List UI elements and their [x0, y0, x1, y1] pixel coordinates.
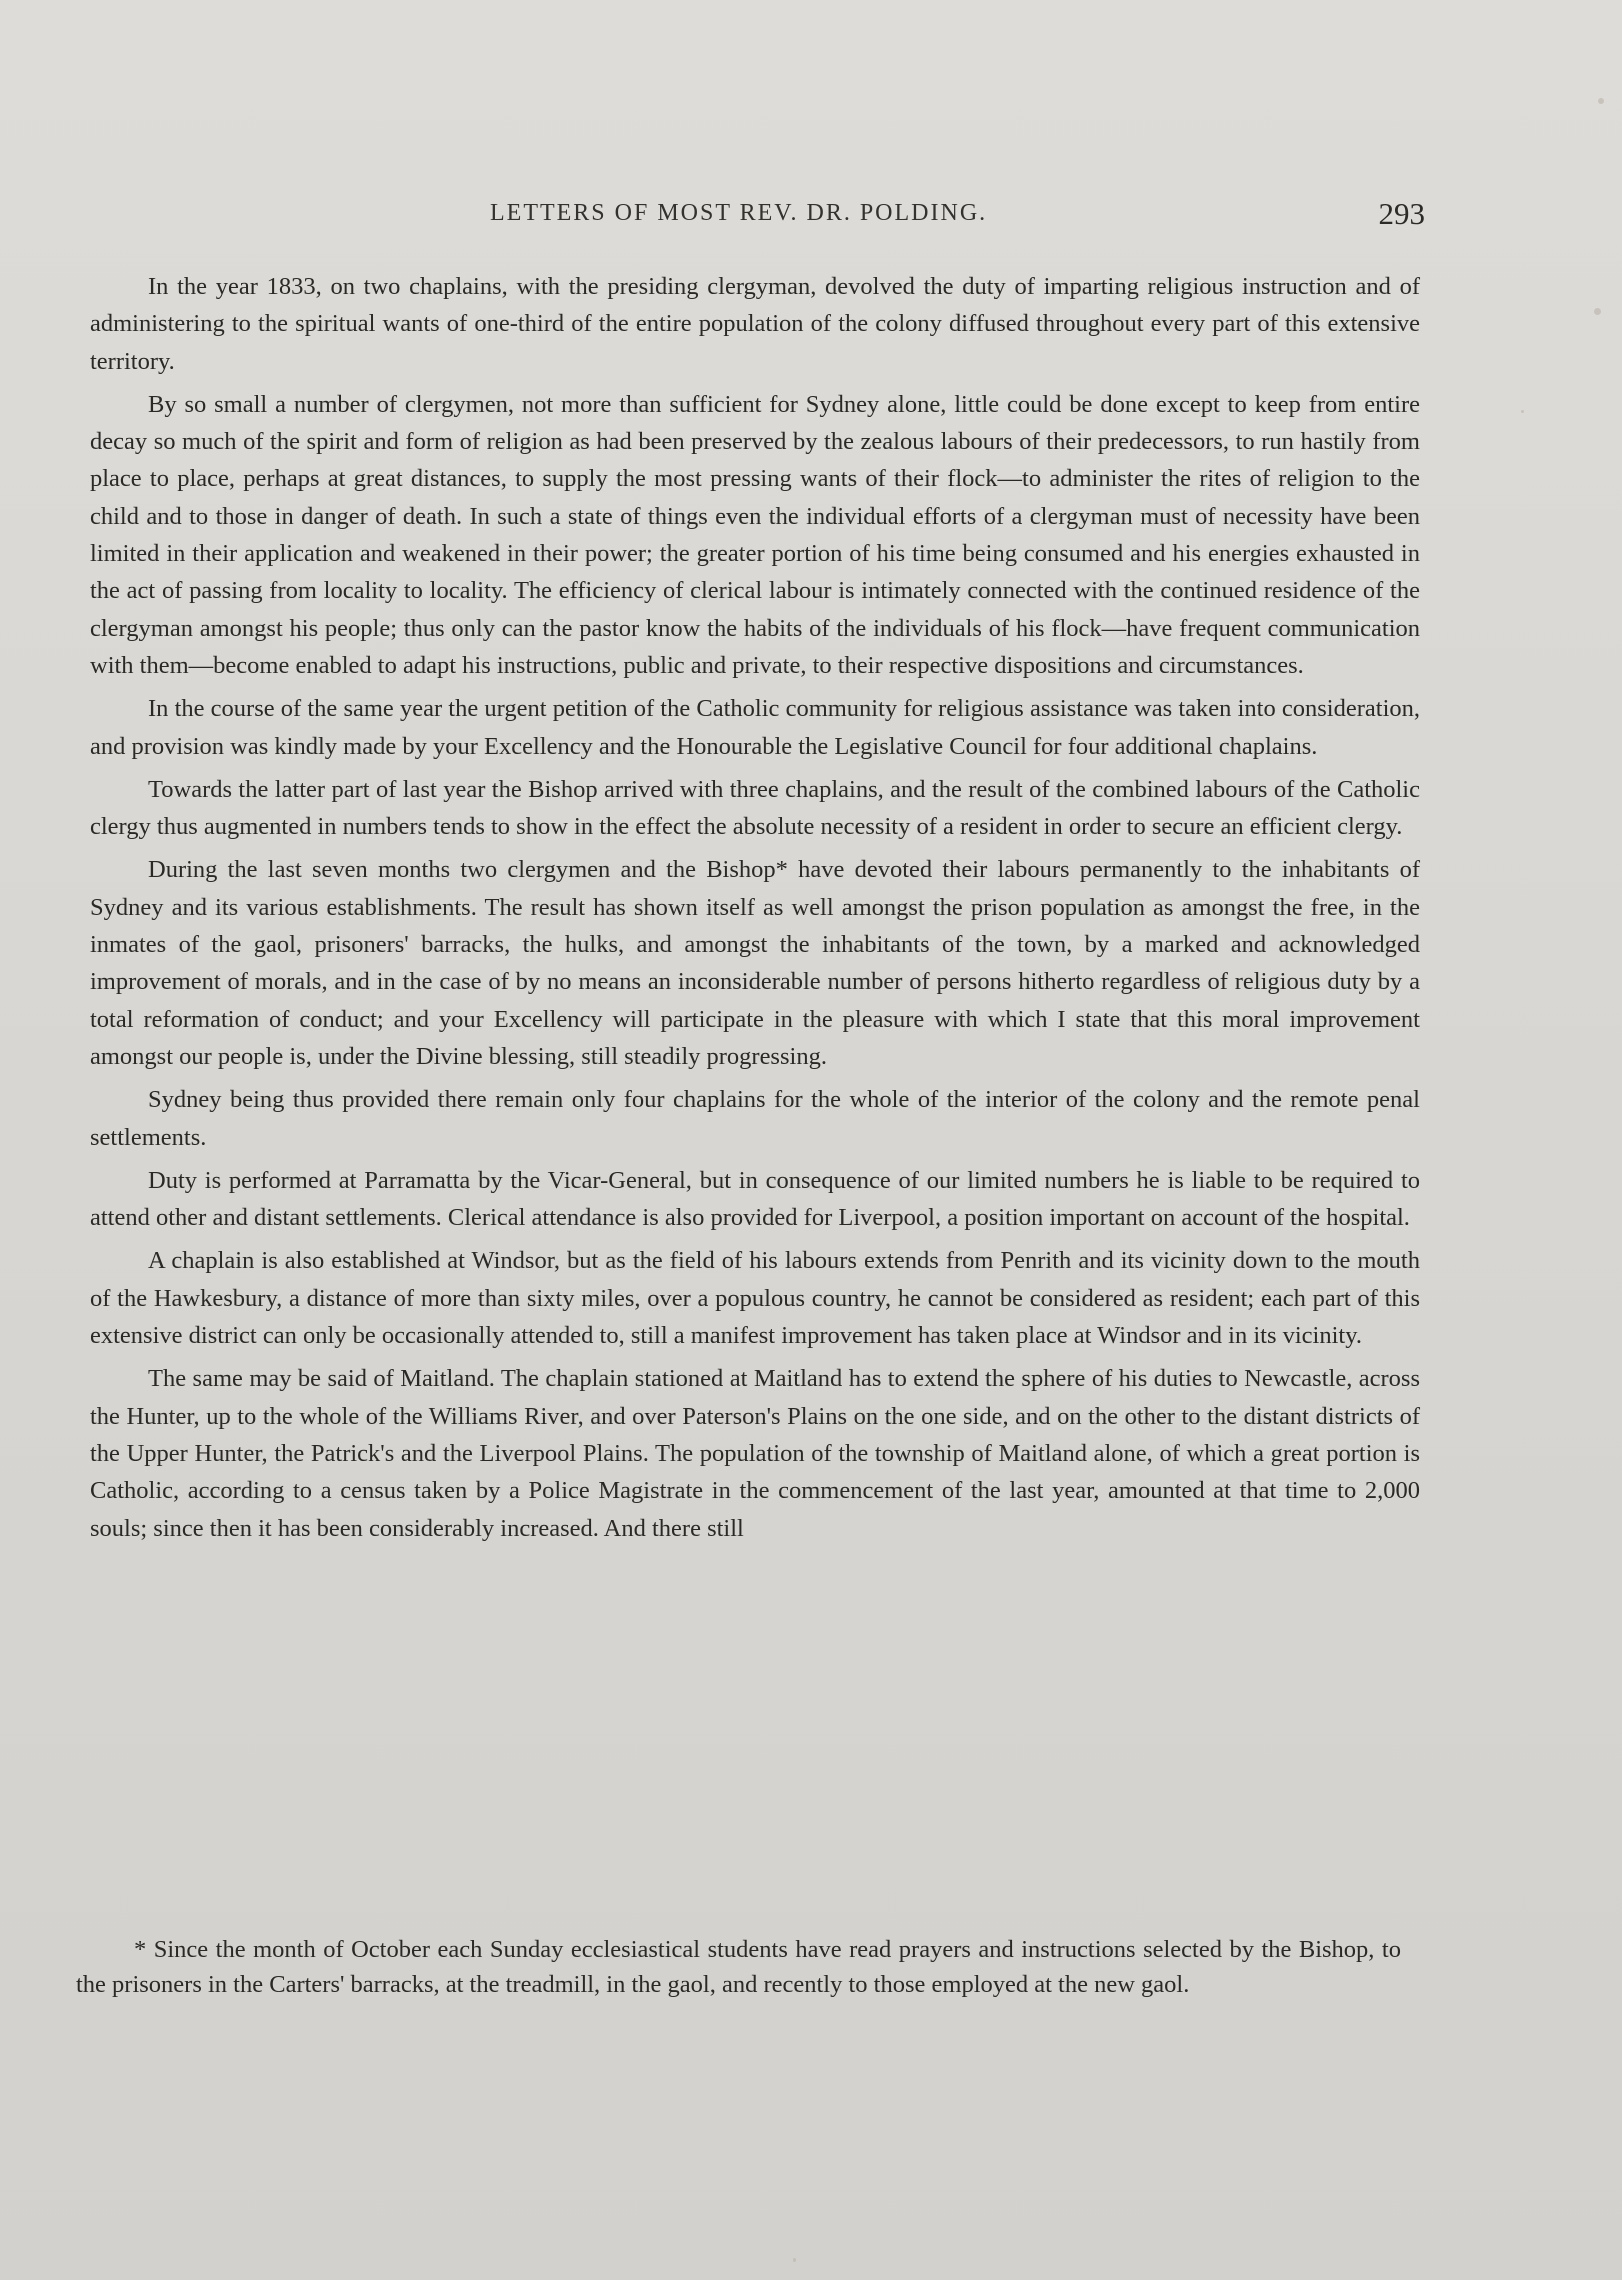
page-header	[90, 196, 1425, 236]
paragraph: Towards the latter part of last year the Bishop arrived with three chaplains, and the result of the combined labours of the Catholic clergy thus augmented in numbers tends to show in the effect the absolute necessity of a resident in order to secure an efficient clergy.	[90, 775, 1420, 841]
paragraph: A chaplain is also established at Windsor, but as the field of his labours extends from Penrith and its vicinity down to the mouth of the Hawkesbury, a distance of more than sixty miles, over a populous country, he cannot be considered as resident; each part of this extensive district can only be occasionally attended to, still a manifest improvement has taken place at Windsor and in its vicinity.	[90, 1247, 1420, 1350]
paper-speck	[1521, 410, 1524, 413]
paragraph: In the course of the same year the urgent petition of the Catholic community for religious assistance was taken into consideration, and provision was kindly made by your Excellency and the Honourable the Legislative Council for four additional chaplains.	[90, 695, 1420, 760]
page-number: 293	[1378, 196, 1425, 231]
paragraph: By so small a number of clergymen, not more than sufficient for Sydney alone, little could be done except to keep from entire decay so much of the spirit and form of religion as had been preserved by the zealous labours of their predecessors, to run hastily from place to place, perhaps at great distances, to supply the most pressing wants of their flock—to administer the rites of religion to the child and to those in danger of death. In such a state of things even the individual efforts of a clergyman must of necessity have been limited in their application and weakened in their power; the greater portion of his time being consumed and his energies exhausted in the act of passing from locality to locality. The efficiency of clerical labour is intimately connected with the continued residence of the clergyman amongst his people; thus only can the pastor know the habits of the individuals of his flock—have frequent communication with them—become enabled to adapt his instructions, public and private, to their respective dispositions and circumstances.	[90, 390, 1420, 679]
paragraph: The same may be said of Maitland. The chaplain stationed at Maitland has to extend the sphere of his duties to Newcastle, across the Hunter, up to the whole of the Williams River, and over Paterson's Plains on the one side, and on the other to the distant districts of the Upper Hunter, the Patrick's and the Liverpool Plains. The population of the township of Maitland alone, of which a great portion is Catholic, according to a census taken by a Police Magistrate in the commencement of the last year, amounted at that time to 2,000 souls; since then it has been considerably increased. And there still	[90, 1365, 1420, 1542]
paper-speck	[1598, 98, 1604, 104]
footnote	[76, 1932, 1401, 2002]
paper-speck	[793, 2258, 796, 2262]
paragraph: In the year 1833, on two chaplains, with the presiding clergyman, devolved the duty of imparting religious instruction and of administering to the spiritual wants of one-third of the entire population of the colony diffused throughout every part of this extensive territory.	[90, 273, 1420, 375]
paragraph: During the last seven months two clergymen and the Bishop* have devoted their labours permanently to the inhabitants of Sydney and its various establishments. The result has shown itself as well amongst the prison population as amongst the free, in the inmates of the gaol, prisoners' barracks, the hulks, and amongst the inhabitants of the town, by a marked and acknowledged improvement of morals, and in the case of by no means an inconsiderable number of persons hitherto regardless of religious duty by a total reformation of conduct; and your Excellency will participate in the pleasure with which I state that this moral improvement amongst our people is, under the Divine blessing, still steadily progressing.	[90, 856, 1420, 1070]
paragraph: Sydney being thus provided there remain only four chaplains for the whole of the interior of the colony and the remote penal settlements.	[90, 1086, 1420, 1151]
paper-speck	[1594, 308, 1601, 315]
running-title: LETTERS OF MOST REV. DR. POLDING.	[490, 200, 988, 226]
body-text	[90, 268, 1420, 1553]
footnote-text: * Since the month of October each Sunday ecclesiastical students have read prayers and instructions selected by the Bishop, to the prisoners in the Carters' barracks, at the treadmill, in the gaol, and recently to those employed at the new gaol.	[76, 1936, 1401, 1998]
paragraph: Duty is performed at Parramatta by the Vicar-General, but in consequence of our limited numbers he is liable to be required to attend other and distant settlements. Clerical attendance is also provided for Liverpool, a position important on account of the hospital.	[90, 1166, 1420, 1232]
